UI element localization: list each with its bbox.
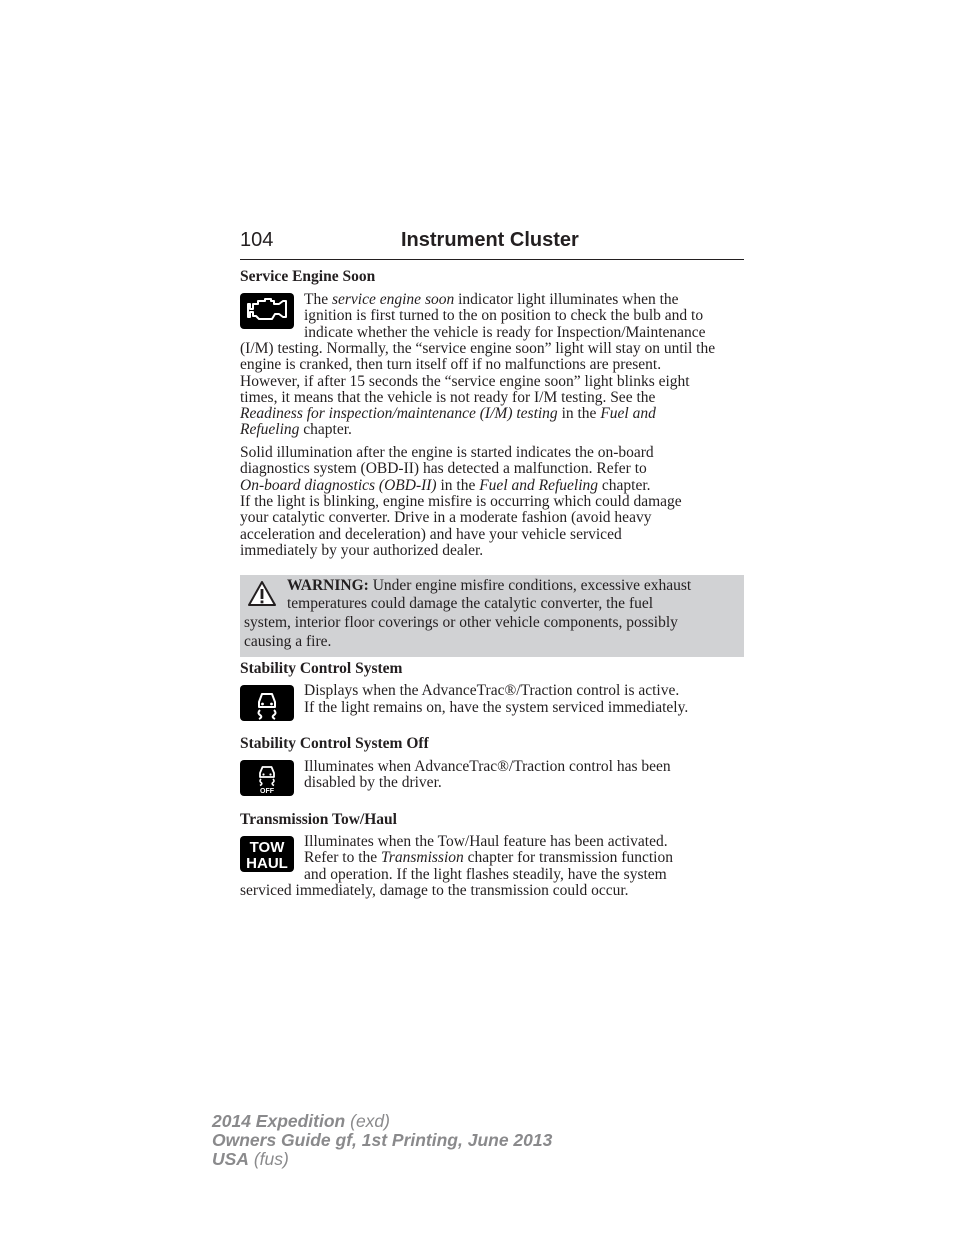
page-number: 104 [240, 229, 274, 251]
footer-model: 2014 Expedition [212, 1111, 346, 1131]
text-line [240, 510, 651, 526]
text-segment: chapter. [299, 421, 352, 439]
text-line [240, 390, 655, 406]
footer-region: USA [212, 1149, 249, 1169]
text-segment: in the [557, 405, 601, 423]
text-segment: serviced immediately, damage to the transmission could occur. [240, 881, 629, 899]
warning-text: Under engine misfire conditions, excessive exhaust [368, 577, 692, 594]
italic-reference: Fuel and [600, 405, 656, 423]
text-segment: engine is cranked, then turn itself off if no malfunctions are present. [240, 356, 662, 374]
text-line [240, 422, 352, 438]
text-line [240, 341, 715, 357]
traction-control-icon [240, 685, 294, 721]
text-segment: indicate whether the vehicle is ready for Inspection/Maintenance [304, 323, 706, 341]
off-label: OFF [260, 788, 274, 795]
italic-reference: On-board diagnostics (OBD-II) [240, 476, 437, 494]
text-line [304, 867, 667, 883]
text-line [240, 357, 661, 373]
footer-line-2 [212, 1131, 552, 1150]
text-line [240, 883, 629, 899]
text-segment: chapter for transmission function [463, 849, 673, 867]
section-heading-stability: Stability Control System [240, 660, 403, 677]
text-line [304, 325, 706, 341]
text-line [304, 308, 703, 324]
tow-label: TOW [249, 839, 285, 856]
stability-off-line-2: disabled by the driver. [304, 774, 442, 791]
text-segment: Refer to the [304, 849, 382, 867]
warning-label: WARNING: [287, 577, 369, 594]
text-segment: Solid illumination after the engine is started indicates the on-board [240, 444, 654, 461]
text-line [240, 461, 647, 477]
italic-reference: Readiness for inspection/maintenance (I/M) testing [240, 405, 558, 423]
text-line [304, 292, 679, 308]
footer-guide: Owners Guide gf, 1st Printing, June 2013 [212, 1130, 553, 1150]
text-line [240, 543, 483, 559]
stability-line-1: Displays when the AdvanceTrac®/Traction control is active. [304, 682, 680, 699]
section-heading-stability-off: Stability Control System Off [240, 735, 429, 752]
text-line [240, 445, 654, 461]
text-segment: If the light is blinking, engine misfire is occurring which could damage [240, 492, 682, 510]
footer-region-code: (fus) [253, 1149, 289, 1169]
footer-line-3 [212, 1150, 552, 1169]
warning-line-3: system, interior floor coverings or other vehicle components, possibly [244, 614, 678, 631]
text-line [240, 527, 622, 543]
page-footer [212, 1112, 552, 1169]
text-segment: However, if after 15 seconds the “service engine soon” light blinks eight [240, 372, 690, 390]
text-line [240, 494, 682, 510]
text-segment: immediately by your authorized dealer. [240, 541, 484, 559]
stability-line-2: If the light remains on, have the system serviced immediately. [304, 699, 689, 716]
haul-label: HAUL [246, 855, 288, 872]
italic-reference: Refueling [240, 421, 300, 439]
text-line [304, 850, 673, 866]
text-line [240, 478, 651, 494]
text-line [304, 834, 668, 850]
italic-reference: Fuel and Refueling [479, 476, 599, 494]
text-segment: chapter. [598, 476, 651, 494]
check-engine-icon [240, 293, 294, 329]
stability-off-line-1: Illuminates when AdvanceTrac®/Traction control has been [304, 758, 671, 775]
page-title: Instrument Cluster [401, 229, 579, 251]
footer-model-code: (exd) [350, 1111, 390, 1131]
text-segment: acceleration and deceleration) and have your vehicle serviced [240, 525, 622, 543]
section-heading-tow-haul: Transmission Tow/Haul [240, 811, 397, 828]
italic-reference: service engine soon [331, 291, 455, 308]
text-segment: and operation. If the light flashes steadily, have the system [304, 865, 667, 883]
text-segment: Illuminates when the Tow/Haul feature has been activated. [304, 833, 668, 850]
text-segment: ignition is first turned to the on position to check the bulb and to [304, 307, 704, 325]
text-segment: times, it means that the vehicle is not ready for I/M testing. See the [240, 388, 656, 406]
warning-line-4: causing a fire. [244, 633, 332, 650]
tow-haul-icon [240, 836, 294, 872]
text-segment: indicator light illuminates when the [454, 291, 679, 308]
page-header [240, 229, 744, 260]
italic-reference: Transmission [381, 849, 464, 867]
warning-line-1 [287, 578, 691, 594]
text-line [240, 406, 656, 422]
text-segment: in the [436, 476, 480, 494]
text-line [240, 374, 690, 390]
warning-line-2: temperatures could damage the catalytic converter, the fuel [287, 595, 654, 612]
text-segment: (I/M) testing. Normally, the “service engine soon” light will stay on until the [240, 339, 716, 357]
footer-line-1 [212, 1112, 552, 1131]
text-segment: The [304, 291, 332, 308]
text-segment: diagnostics system (OBD-II) has detected a malfunction. Refer to [240, 460, 647, 478]
section-heading-service-engine: Service Engine Soon [240, 268, 376, 285]
traction-control-off-icon [240, 760, 294, 796]
text-segment: your catalytic converter. Drive in a moderate fashion (avoid heavy [240, 509, 652, 527]
warning-triangle-icon [247, 580, 277, 613]
